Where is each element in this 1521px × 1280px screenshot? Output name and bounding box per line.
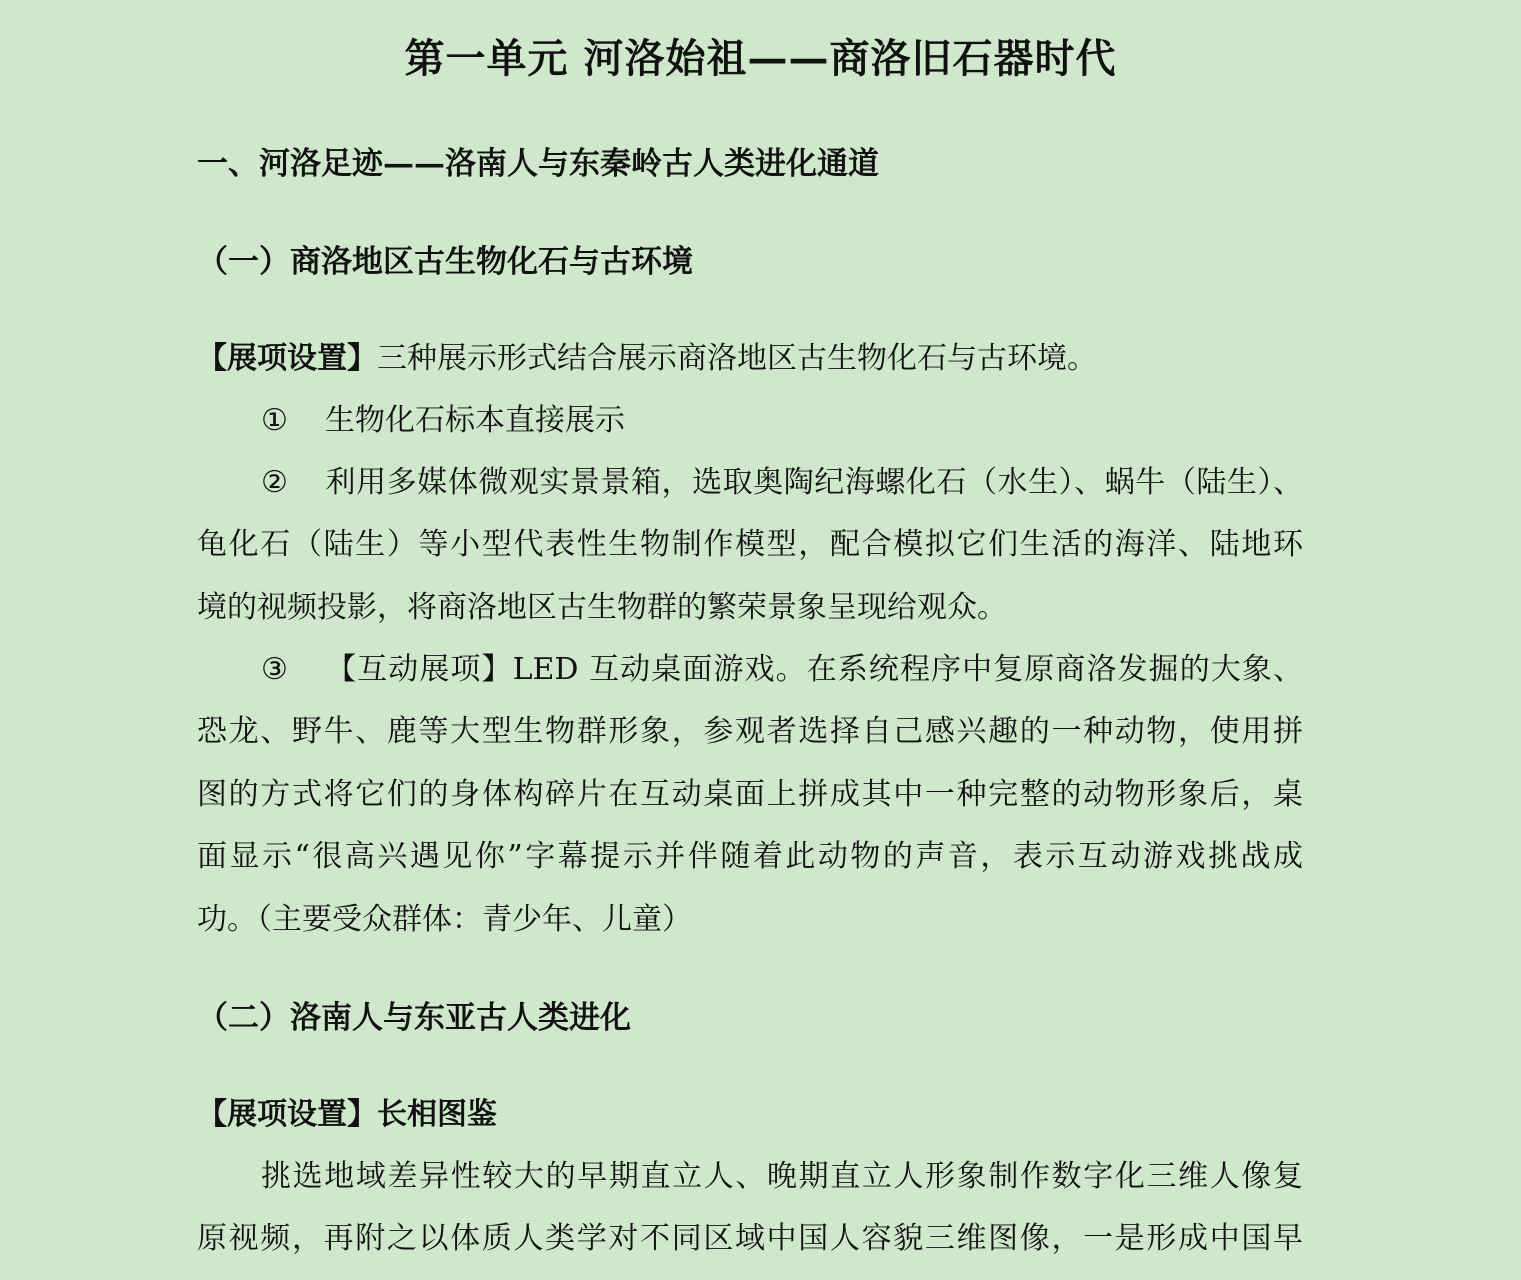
item-line: 面显示“很高兴遇见你”字幕提示并伴随着此动物的声音，表示互动游戏挑战成: [197, 839, 1303, 875]
body-line: 挑选地域差异性较大的早期直立人、晚期直立人形象制作数字化三维人像复: [261, 1159, 1303, 1194]
exhibit-item-1: [197, 390, 1303, 452]
item-line: 恐龙、野牛、鹿等大型生物群形象，参观者选择自己感兴趣的一种动物，使用拼: [197, 714, 1303, 750]
exhibit-setup-2: [197, 1084, 1303, 1146]
section-heading: 一、河洛足迹——洛南人与东秦岭古人类进化通道: [197, 146, 879, 182]
item-number: ②: [261, 465, 288, 500]
exhibit-setup-text: 长相图鉴: [377, 1097, 497, 1132]
item-line: ③ 【互动展项】LED 互动桌面游戏。在系统程序中复原商洛发掘的大象、: [197, 639, 1303, 701]
exhibit-setup-text: 三种展示形式结合展示商洛地区古生物化石与古环境。: [377, 341, 1097, 376]
item-line: 图的方式将它们的身体构碎片在互动桌面上拼成其中一种完整的动物形象后，桌: [197, 776, 1303, 812]
item-line: 龟化石（陆生）等小型代表性生物制作模型，配合模拟它们生活的海洋、陆地环: [197, 527, 1303, 563]
item-line: ① 生物化石标本直接展示: [197, 390, 1303, 452]
item-number: ③: [261, 652, 288, 687]
body-paragraph: [197, 1146, 1303, 1271]
unit-title: 第一单元 河洛始祖——商洛旧石器时代: [404, 35, 1117, 82]
exhibit-setup-label: 【展项设置】: [197, 1097, 377, 1132]
exhibit-setup-label: 【展项设置】: [197, 341, 377, 376]
exhibit-item-2: [197, 452, 1303, 639]
item-line: ② 利用多媒体微观实景景箱，选取奥陶纪海螺化石（水生）、蜗牛（陆生）、: [197, 452, 1303, 514]
item-line: 境的视频投影，将商洛地区古生物群的繁荣景象呈现给观众。: [197, 589, 1007, 625]
exhibit-setup-1: [197, 328, 1303, 390]
subsection-heading-2: （二）洛南人与东亚古人类进化: [197, 1000, 631, 1036]
exhibit-item-3: [197, 639, 1303, 951]
subsection-heading-1: （一）商洛地区古生物化石与古环境: [197, 244, 693, 280]
item-number: ①: [261, 403, 288, 438]
item-line: 功。（主要受众群体：青少年、儿童）: [197, 901, 692, 937]
body-line: 原视频，再附之以体质人类学对不同区域中国人容貌三维图像，一是形成中国早: [197, 1221, 1303, 1257]
